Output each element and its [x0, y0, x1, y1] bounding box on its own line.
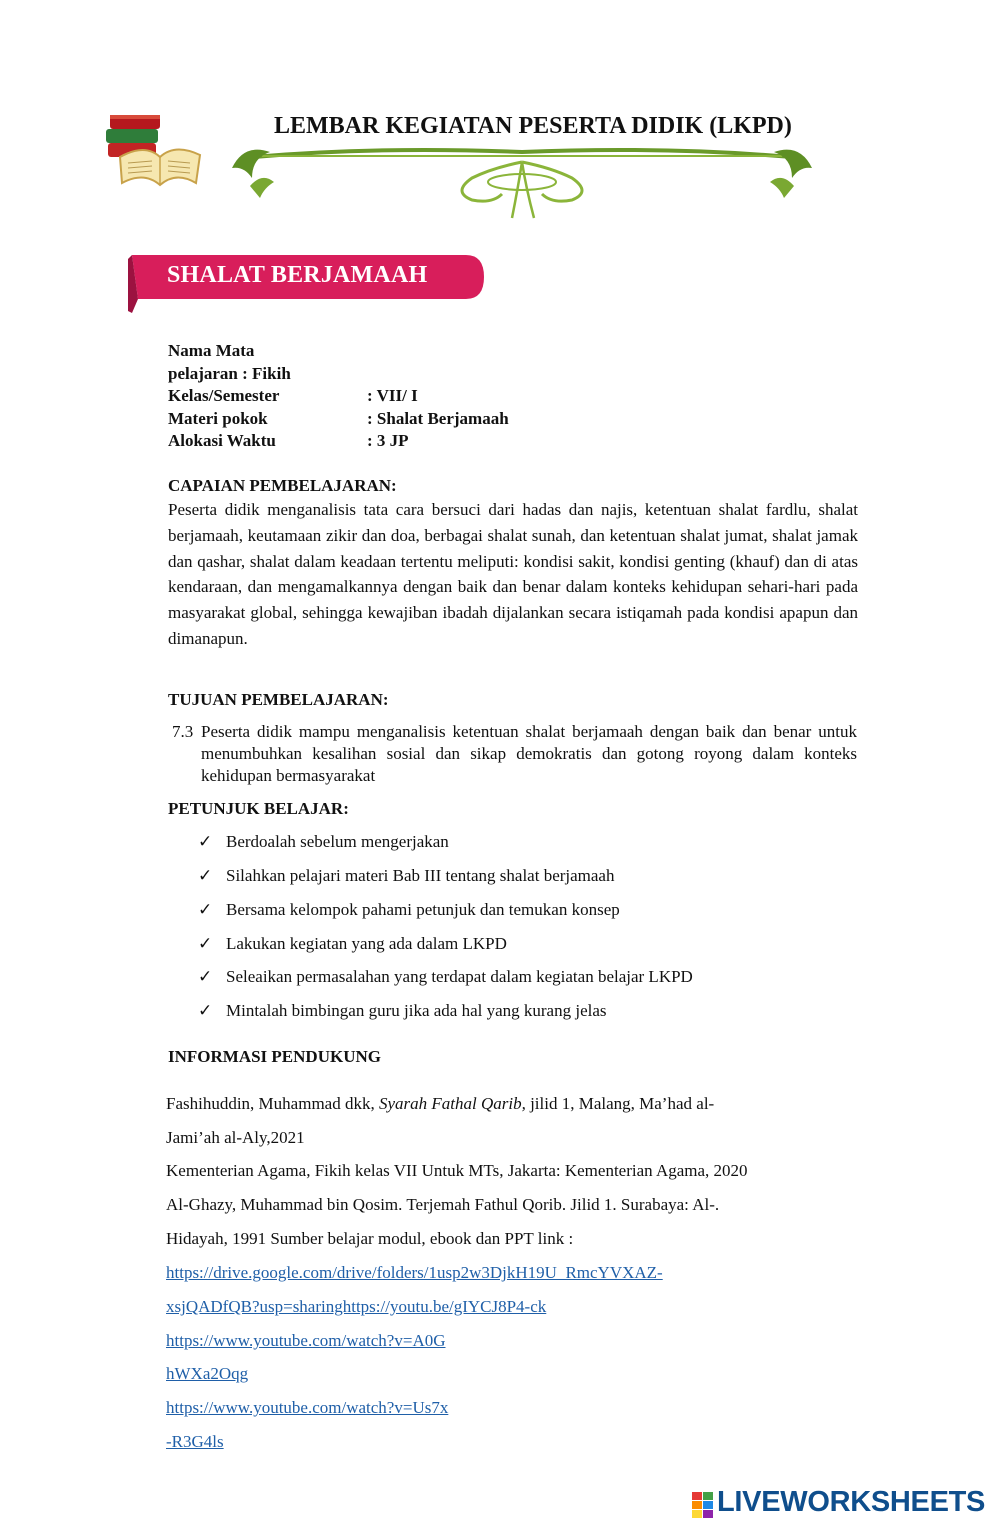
reference-2: Kementerian Agama, Fikih kelas VII Untuk MTs, Jakarta: Kementerian Agama, 2020 — [166, 1161, 748, 1180]
list-item-text: Lakukan kegiatan yang ada dalam LKPD — [226, 934, 507, 953]
section-title: SHALAT BERJAMAAH — [167, 262, 428, 288]
list-item-text: Seleaikan permasalahan yang terdapat dalam kegiatan belajar LKPD — [226, 967, 693, 986]
drive-link[interactable]: https://drive.google.com/drive/folders/1usp2w3DjkH19U_RmcYVXAZ- — [166, 1263, 663, 1282]
document-title: LEMBAR KEGIATAN PESERTA DIDIK (LKPD) — [274, 113, 792, 139]
youtube-link-1[interactable]: https://www.youtube.com/watch?v=A0G — [166, 1331, 446, 1350]
reference-detail: jilid 1, Malang, Ma’had al- — [525, 1094, 715, 1113]
reference-3-cont: Hidayah, 1991 Sumber belajar modul, ebook dan PPT link : — [166, 1229, 574, 1248]
list-item — [198, 865, 614, 887]
informasi-heading: INFORMASI PENDUKUNG — [168, 1047, 381, 1066]
checkmark-icon: ✓ — [198, 934, 213, 953]
kelas-label: Kelas/Semester — [168, 386, 280, 405]
kelas-value: : VII/ I — [367, 386, 418, 405]
list-item — [198, 933, 507, 955]
reference-author: Fashihuddin, Muhammad dkk, — [166, 1094, 379, 1113]
reference-1-cont: Jami’ah al-Aly,2021 — [166, 1128, 305, 1147]
materi-value: : Shalat Berjamaah — [367, 409, 509, 428]
youtube-link-2-cont[interactable]: -R3G4ls — [166, 1432, 224, 1451]
list-item-text: Mintalah bimbingan guru jika ada hal yang kurang jelas — [226, 1001, 607, 1020]
mapel-label: Nama Mata — [168, 341, 255, 360]
vine-ornament-icon — [222, 138, 822, 228]
tujuan-number: 7.3 — [172, 722, 194, 741]
list-item — [198, 966, 693, 988]
checkmark-icon: ✓ — [198, 1001, 213, 1020]
list-item-text: Silahkan pelajari materi Bab III tentang shalat berjamaah — [226, 866, 615, 885]
tujuan-paragraph: Peserta didik mampu menganalisis ketentuan shalat berjamaah dengan baik dan benar untuk menumbuhkan kesalihan sosial dan sikap demokratis dan gotong royong dalam konteks kehidupan bermasyarakat — [201, 722, 857, 785]
youtube-link-2[interactable]: https://www.youtube.com/watch?v=Us7x — [166, 1398, 449, 1417]
books-illustration-icon — [100, 105, 212, 193]
petunjuk-heading: PETUNJUK BELAJAR: — [168, 799, 349, 818]
materi-label: Materi pokok — [168, 409, 268, 428]
checkmark-icon: ✓ — [198, 967, 213, 986]
alokasi-label: Alokasi Waktu — [168, 431, 276, 450]
alokasi-value: : 3 JP — [367, 431, 409, 450]
tujuan-heading: TUJUAN PEMBELAJARAN: — [168, 690, 389, 709]
liveworksheets-brand: LIVEWORKSHEETS — [717, 1486, 986, 1518]
reference-3: Al-Ghazy, Muhammad bin Qosim. Terjemah Fathul Qorib. Jilid 1. Surabaya: Al-. — [166, 1195, 720, 1214]
capaian-paragraph: Peserta didik menganalisis tata cara bersuci dari hadas dan najis, ketentuan shalat fardlu, shalat berjamaah, keutamaan zikir dan doa, berbagai shalat sunah, dan ketentuan shalat jumat, shalat jamak dan qashar, shalat dalam keadaan tertentu meliputi: kondisi sakit, kondisi genting (khauf) dan di atas kendaraan, dan mengamalkannya dengan baik dan benar dalam konteks kehidupan sehari-hari pada masyarakat global, sehingga kewajiban ibadah dijalankan secara istiqamah pada kondisi apapun dan dimanapun. — [168, 500, 858, 648]
capaian-heading: CAPAIAN PEMBELAJARAN: — [168, 476, 397, 495]
checkmark-icon: ✓ — [198, 866, 213, 885]
list-item-text: Bersama kelompok pahami petunjuk dan temukan konsep — [226, 900, 620, 919]
checkmark-icon: ✓ — [198, 900, 213, 919]
checkmark-icon: ✓ — [198, 832, 213, 851]
liveworksheets-logo-icon — [692, 1492, 714, 1520]
list-item — [198, 899, 620, 921]
youtube-link-1-cont[interactable]: hWXa2Oqg — [166, 1364, 249, 1383]
list-item — [198, 1000, 607, 1022]
mapel-value: pelajaran : Fikih — [168, 364, 291, 383]
list-item-text: Berdoalah sebelum mengerjakan — [226, 832, 449, 851]
reference-1 — [166, 1093, 714, 1115]
drive-link-cont[interactable]: xsjQADfQB?usp=sharinghttps://youtu.be/gIYCJ8P4-ck — [166, 1297, 547, 1316]
list-item — [198, 831, 449, 853]
reference-title: Syarah Fathal Qarib, — [378, 1094, 526, 1113]
